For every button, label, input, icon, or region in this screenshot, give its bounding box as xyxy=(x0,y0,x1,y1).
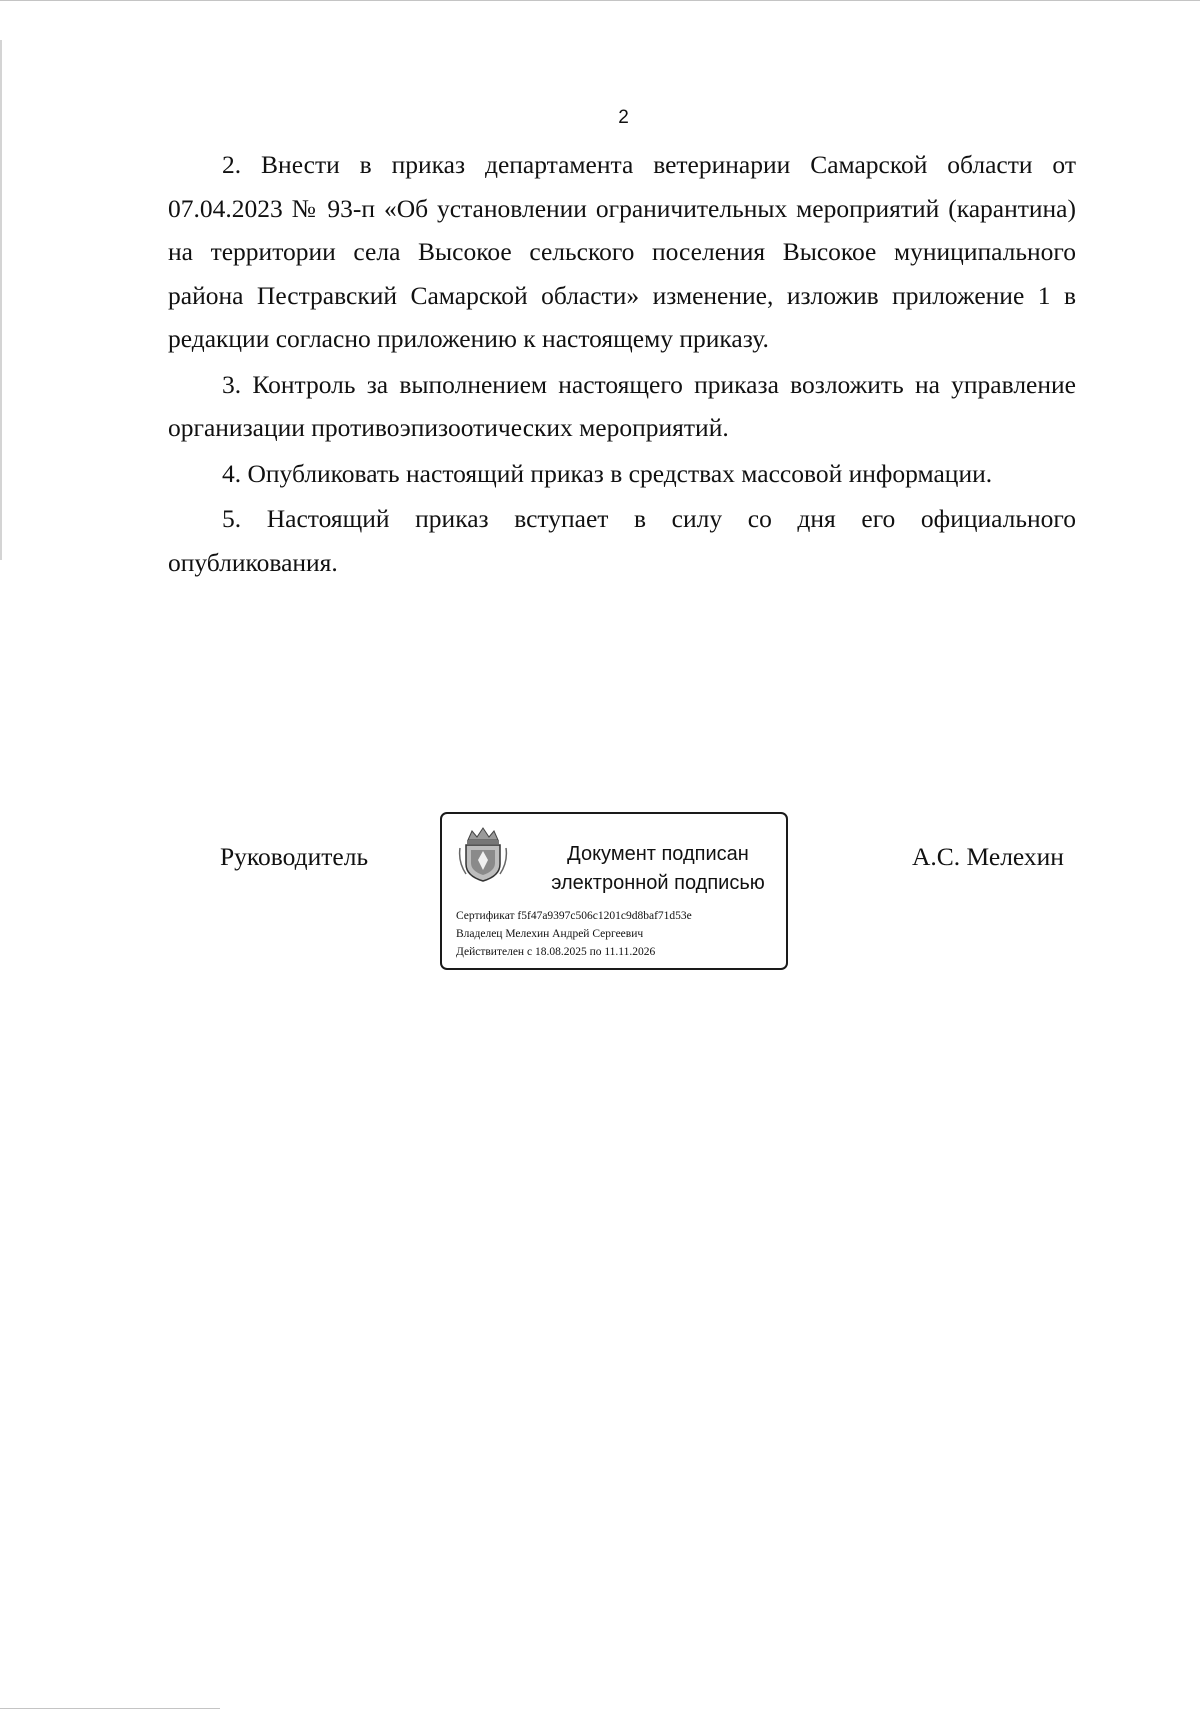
emblem-icon xyxy=(458,824,508,884)
owner-line: Владелец Мелехин Андрей Сергеевич xyxy=(456,928,644,940)
left-edge-line xyxy=(0,40,2,560)
paragraph-2: 2. Внести в приказ департамента ветеринарии Самарской области от 07.04.2023 № 93-п «Об установлении ограничительных мероприятий (карантина) на территории села Высокое сельского поселения Высокое муниципального района Пестравский Самарской области» изменение, изложив приложение 1 в редакции согласно приложению к настоящему приказу. xyxy=(168,150,1076,353)
order-text xyxy=(168,143,1076,586)
paragraph-5: 5. Настоящий приказ вступает в силу со дня его официального опубликования. xyxy=(168,504,1076,577)
stamp-heading-line-1: Документ подписан xyxy=(567,843,749,865)
stamp-details xyxy=(456,907,692,961)
stamp-heading-line-2: электронной подписью xyxy=(551,872,765,894)
validity-line: Действителен с 18.08.2025 по 11.11.2026 xyxy=(456,946,656,958)
stamp-heading xyxy=(542,840,774,898)
certificate-line: Сертификат f5f47a9397c506c1201c9d8baf71d53e xyxy=(456,910,692,922)
paragraph-4: 4. Опубликовать настоящий приказ в средствах массовой информации. xyxy=(222,458,993,488)
signer-name: А.С. Мелехин xyxy=(912,842,1064,871)
top-edge-line xyxy=(0,0,1200,1)
signer-title: Руководитель xyxy=(220,842,369,871)
paragraph-3: 3. Контроль за выполнением настоящего приказа возложить на управление организации противоэпизоотических мероприятий. xyxy=(168,369,1076,442)
bottom-edge-line xyxy=(0,1708,220,1709)
page-number: 2 xyxy=(618,107,629,128)
electronic-signature-stamp xyxy=(440,812,788,970)
